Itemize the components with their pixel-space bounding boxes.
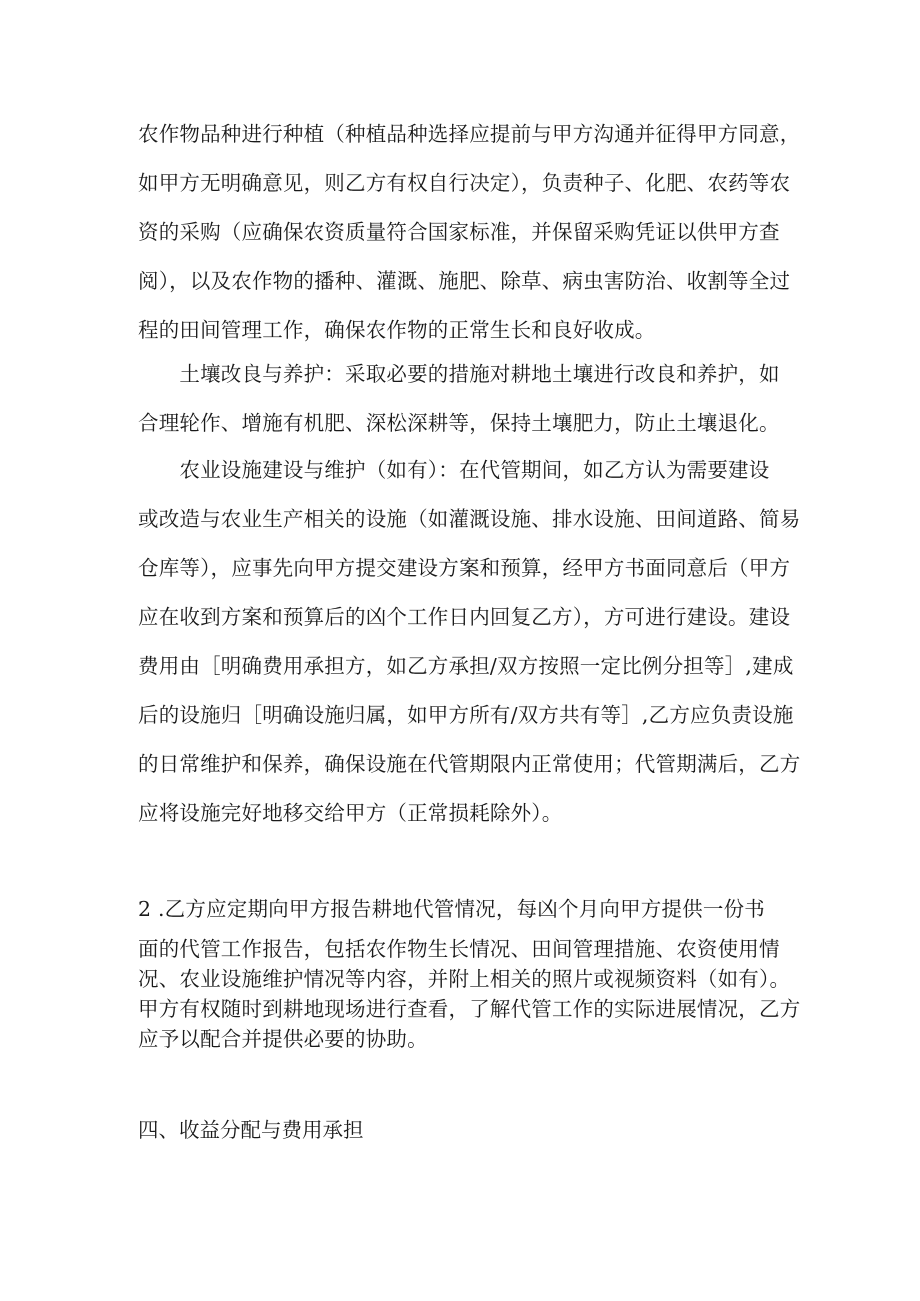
text-line: 的日常维护和保养，确保设施在代管期限内正常使用；代管期满后，乙方 [138,752,801,776]
text-line: 资的采购（应确保农资质量符合国家标准，并保留采购凭证以供甲方查 [138,220,780,244]
text-line: 应在收到方案和预算后的凶个工作日内回复乙方），方可进行建设。建设 [138,605,791,629]
paragraph-report-clause-body [138,934,801,1054]
text-line: 应予以配合并提供必要的协助。 [138,1027,428,1051]
section-heading: 四、收益分配与费用承担 [138,1118,364,1142]
text-line: 费用由［明确费用承担方，如乙方承担/双方按照一定比例分担等］,建成 [138,654,794,678]
text-line: 或改造与农业生产相关的设施（如灌溉设施、排水设施、田间道路、简易 [138,507,801,531]
text-line: 程的田间管理工作，确保农作物的正常生长和良好收成。 [138,318,656,342]
text-line: 后的设施归［明确设施归属，如甲方所有/双方共有等］,乙方应负责设施 [138,703,794,727]
text-line: 农作物品种进行种植（种植品种选择应提前与甲方沟通并征得甲方同意， [138,122,801,146]
text-line: 农业设施建设与维护（如有）：在代管期间，如乙方认为需要建设 [138,458,770,482]
text-line: 合理轮作、增施有机肥、深松深耕等，保持土壤肥力，防止土壤退化。 [138,411,780,435]
text-line: 面的代管工作报告，包括农作物生长情况、田间管理措施、农资使用情 [138,937,780,961]
text-line: 甲方有权随时到耕地现场进行查看，了解代管工作的实际进展情况，乙方 [138,997,801,1021]
paragraph-soil-improvement [138,350,788,448]
text-line: 阅），以及农作物的播种、灌溉、施肥、除草、病虫害防治、收割等全过 [138,269,791,293]
paragraph-facility-construction [138,446,801,838]
text-line: 应将设施完好地移交给甲方（正常损耗除外）。 [138,801,563,825]
text-line: 仓库等），应事先向甲方提交建设方案和预算，经甲方书面同意后（甲方 [138,556,791,580]
text-line: 2 .乙方应定期向甲方报告耕地代管情况，每凶个月向甲方提供一份书 [138,897,765,921]
text-line: 如甲方无明确意见，则乙方有权自行决定），负责种子、化肥、农药等农 [138,171,791,195]
paragraph-crop-management [138,110,801,355]
text-line: 况、农业设施维护情况等内容，并附上相关的照片或视频资料（如有）。 [138,967,791,991]
text-line: 土壤改良与养护：采取必要的措施对耕地土壤进行改良和养护，如 [138,362,780,386]
paragraph-report-clause-head [138,885,788,934]
